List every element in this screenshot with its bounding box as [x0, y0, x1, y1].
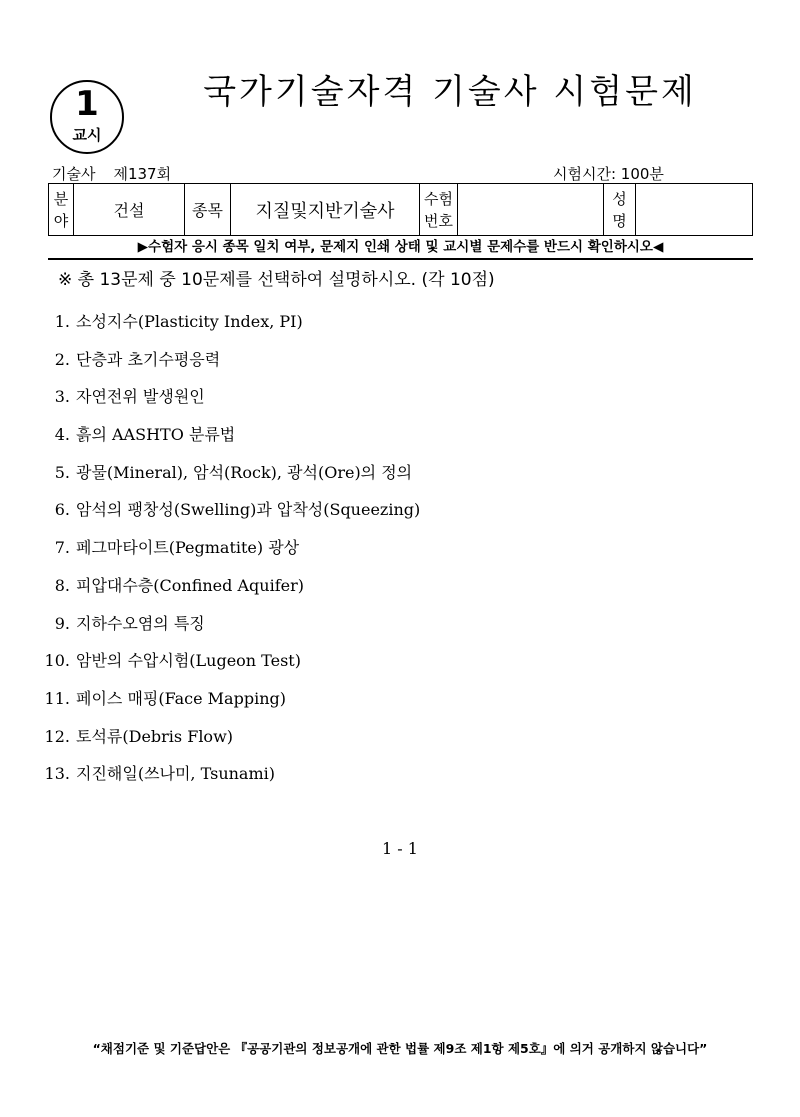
session-badge [50, 80, 124, 154]
question-number: 11. [44, 688, 70, 708]
question-number: 7. [54, 538, 70, 558]
info-table [48, 183, 753, 236]
question-number: 3. [54, 387, 70, 407]
exam-no-label-cell [420, 184, 458, 236]
page-title: 국가기술자격 기술사 시험문제 [203, 72, 697, 112]
question-item [40, 685, 420, 723]
question-text: 페이스 매핑(Face Mapping) [76, 688, 286, 708]
question-item [40, 572, 420, 610]
disclosure-notice: “채점기준 및 기준답안은 『공공기관의 정보공개에 관한 법률 제9조 제1항 제5호』에 의거 공개하지 않습니다” [92, 1041, 708, 1056]
check-notice: ▶수험자 응시 종목 일치 여부, 문제지 인쇄 상태 및 교시별 문제수를 반드시 확인하시오◀ [137, 239, 664, 255]
exam-no-label-line1: 수험 [424, 189, 453, 208]
question-item [40, 760, 420, 798]
type-label: 종목 [185, 184, 231, 236]
exam-meta [52, 163, 171, 184]
field-label-cell [49, 184, 74, 236]
question-item [40, 496, 420, 534]
question-number: 10. [44, 651, 70, 671]
question-number: 4. [54, 425, 70, 445]
question-text: 암반의 수압시험(Lugeon Test) [76, 651, 301, 671]
question-text: 단층과 초기수평응력 [76, 349, 221, 369]
question-text: 피압대수층(Confined Aquifer) [76, 575, 304, 595]
question-text: 암석의 팽창성(Swelling)과 압착성(Squeezing) [76, 500, 421, 520]
name-label-line2: 명 [612, 211, 627, 230]
exam-time: 시험시간: 100분 [553, 165, 664, 183]
session-label: 교시 [72, 126, 102, 144]
session-number: 1 [75, 84, 99, 124]
question-number: 9. [54, 613, 70, 633]
question-text: 광물(Mineral), 암석(Rock), 광석(Ore)의 정의 [76, 462, 413, 482]
question-text: 토석류(Debris Flow) [76, 726, 234, 746]
question-number: 6. [54, 500, 70, 520]
exam-no-label-line2: 번호 [424, 211, 453, 230]
question-item [40, 459, 420, 497]
question-item [40, 723, 420, 761]
question-text: 자연전위 발생원인 [76, 387, 205, 407]
question-item [40, 383, 420, 421]
page-number: 1 - 1 [382, 839, 418, 858]
question-text: 소성지수(Plasticity Index, PI) [76, 312, 303, 331]
exam-no-field[interactable] [458, 184, 604, 236]
exam-category: 기술사 [52, 165, 96, 183]
name-label-line1: 성 [612, 189, 627, 208]
question-text: 지하수오염의 특징 [76, 613, 205, 633]
exam-round: 제137회 [113, 165, 172, 183]
question-text: 흙의 AASHTO 분류법 [76, 425, 236, 445]
question-text: 지진해일(쓰나미, Tsunami) [76, 764, 276, 784]
question-number: 8. [54, 575, 70, 595]
field-value: 건설 [74, 184, 185, 236]
name-field[interactable] [636, 184, 753, 236]
divider [48, 258, 753, 260]
question-text: 페그마타이트(Pegmatite) 광상 [76, 538, 300, 558]
question-item [40, 346, 420, 384]
question-item [40, 610, 420, 648]
question-number: 12. [44, 726, 70, 746]
field-label-line1: 분 [53, 189, 69, 208]
question-number: 2. [54, 349, 70, 369]
question-item [40, 421, 420, 459]
field-label-line2: 야 [53, 211, 69, 230]
question-item [40, 534, 420, 572]
question-list [40, 308, 420, 798]
question-number: 13. [44, 764, 70, 784]
instruction: ※ 총 13문제 중 10문제를 선택하여 설명하시오. (각 10점) [58, 270, 495, 290]
name-label-cell [604, 184, 636, 236]
question-item [40, 308, 420, 346]
type-value: 지질및지반기술사 [231, 184, 420, 236]
question-number: 1. [54, 312, 70, 331]
question-item [40, 647, 420, 685]
question-number: 5. [54, 462, 70, 482]
